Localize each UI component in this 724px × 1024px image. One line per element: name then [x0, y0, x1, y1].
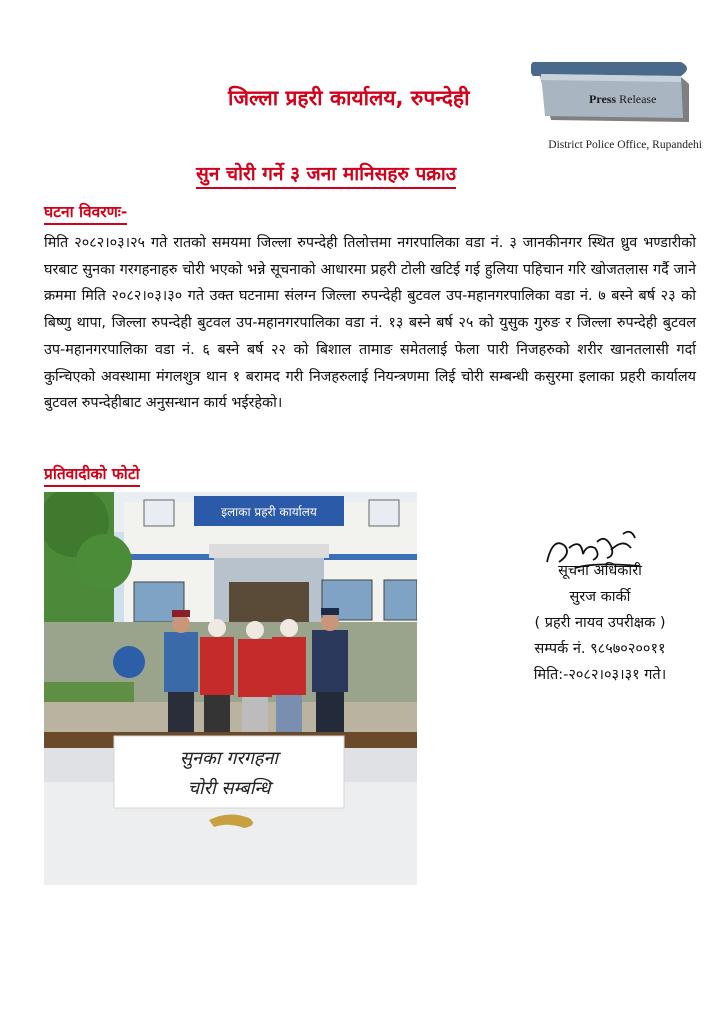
office-name-english: District Police Office, Rupandehi: [548, 139, 702, 151]
office-title: जिल्ला प्रहरी कार्यालय, रुपन्देही: [228, 86, 470, 110]
photo-section-label: प्रतिवादीको फोटो: [44, 462, 140, 487]
placard-line-2: चोरी सम्बन्धि: [187, 778, 271, 799]
signatory-contact: सम्पर्क नं. ९८५७०२००११: [534, 641, 666, 657]
press-release-label: Press Release: [589, 92, 657, 106]
building-sign-text: इलाका प्रहरी कार्यालय: [221, 505, 317, 519]
signatory-title: सूचना अधिकारी: [558, 563, 642, 579]
incident-label: घटना विवरणः-: [44, 200, 127, 225]
incident-details: मिति २०८२।०३।२५ गते रातको समयमा जिल्ला रुपन्देही तिलोत्तमा नगरपालिका वडा नं. ३ जानकीनगर स्थित ध्रुव भण्डारीको घरबाट सुनका गरगहनाहरु चोरी भएको भन्ने सूचनाको आधारमा प्रहरी टोली खटिई गई हुलिया पहिचान गरि खोजतलास गर्दै जाने क्रममा मिति २०८२।०३।३० गते उक्त घटनामा संलग्न जिल्ला रुपन्देही बुटवल उप-महानगरपालिका वडा नं. ७ बस्ने बर्ष २३ को बिष्णु थापा, जिल्ला रुपन्देही बुटवल उप-महानगरपालिका वडा नं. १३ बस्ने बर्ष २५ को युसुक गुरुङ र जिल्ला रुपन्देही बुटवल उप-महानगरपालिका वडा नं. ६ बस्ने बर्ष २२ को बिशाल तामाङ समेतलाई फेला पारी निजहरुको शरीर खानतलासी गर्दा कुन्चिएको अवस्थामा मंगलशुत्र थान १ बरामद गरी निजहरुलाई नियन्त्रणमा लिई चोरी सम्बन्धी कसुरमा इलाका प्रहरी कार्यालय बुटवल रुपन्देहीबाट अनुसन्धान कार्य भईरहेको।: [44, 235, 696, 412]
signatory-rank: ( प्रहरी नायव उपरीक्षक ): [534, 615, 666, 631]
placard-line-1: सुनका गरगहना: [179, 748, 279, 769]
signatory-name: सुरज कार्की: [569, 589, 631, 605]
suspects-photo: [44, 492, 417, 885]
signatory-date: मिति:-२०८२।०३।३१ गते।: [533, 667, 667, 683]
signatory-block: [500, 558, 700, 688]
headline: सुन चोरी गर्ने ३ जना मानिसहरु पक्राउ: [196, 160, 456, 189]
